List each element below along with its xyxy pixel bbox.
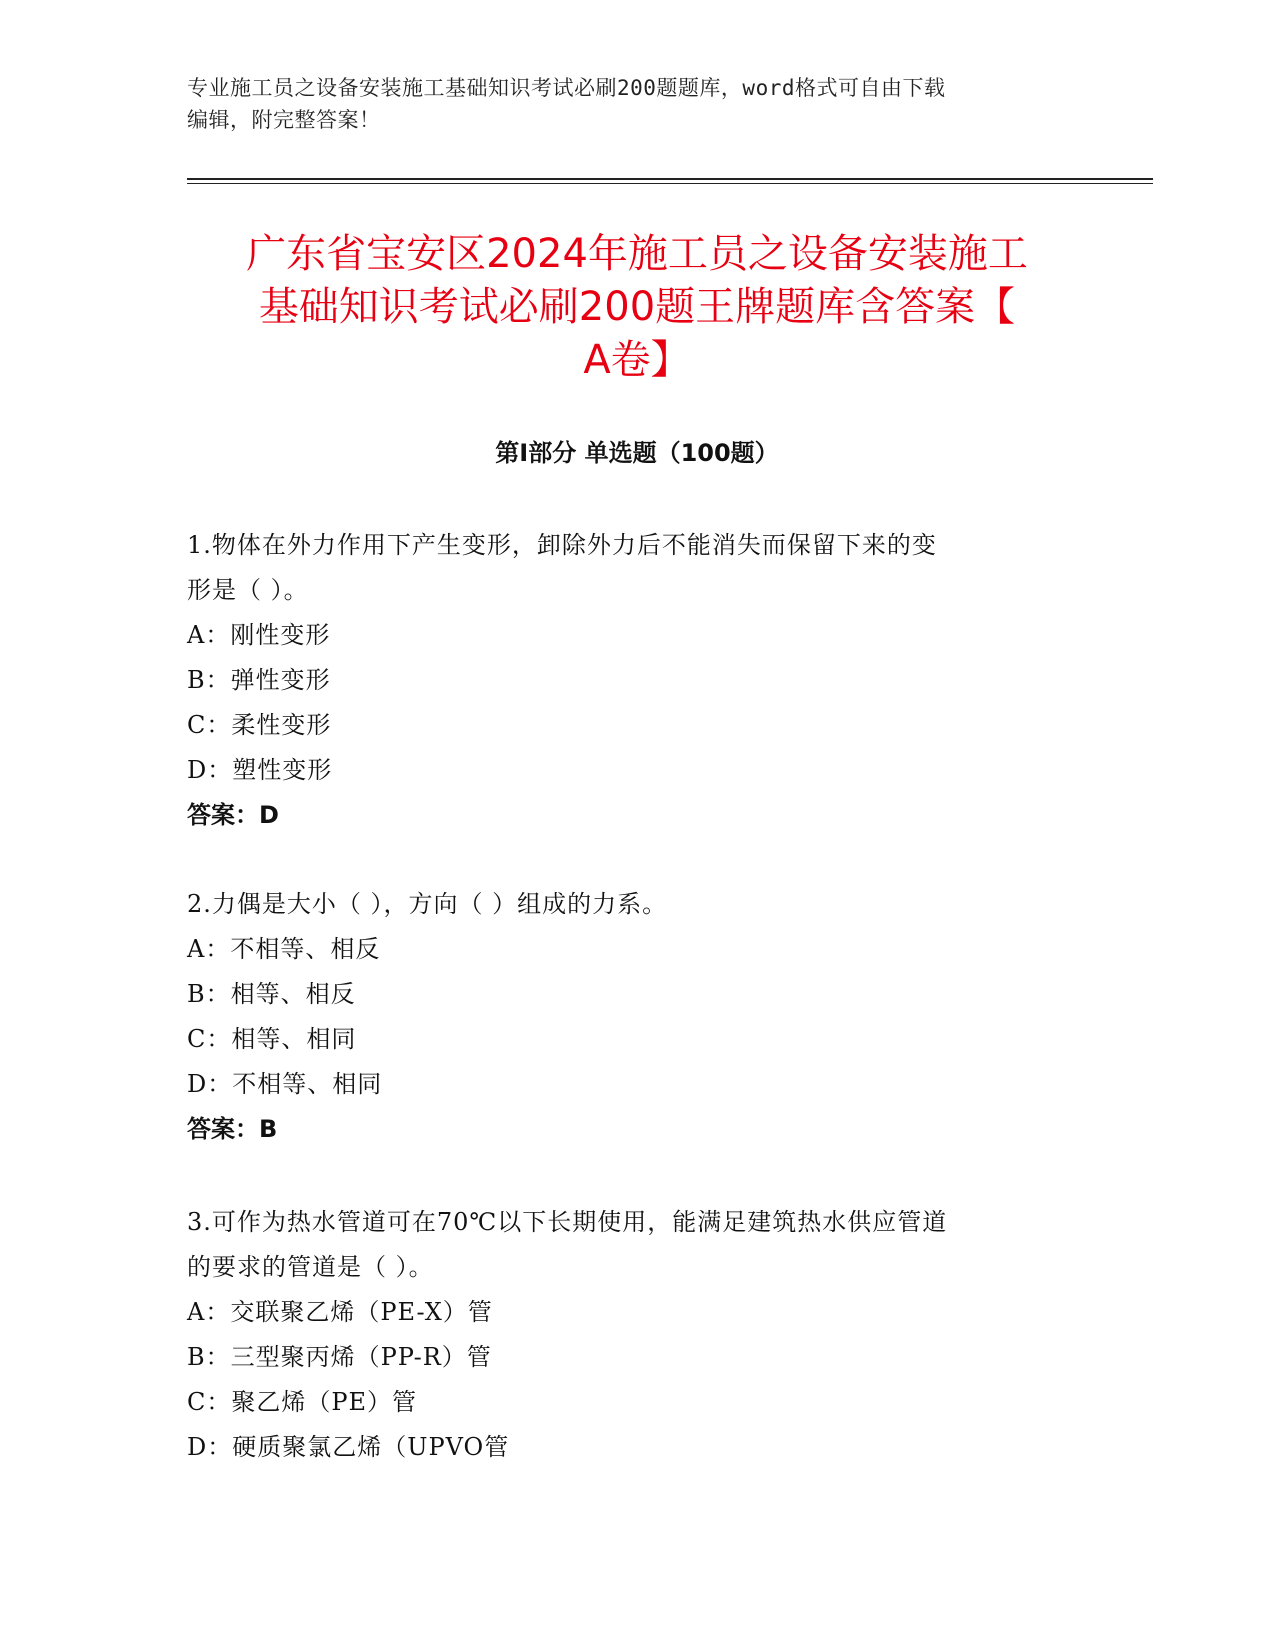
header-divider-thick	[187, 178, 1153, 180]
document-title-line-3: A卷】	[583, 337, 691, 383]
option-d: D：不相等、相同	[187, 1070, 383, 1098]
answer: 答案：B	[187, 1115, 278, 1143]
question-stem	[187, 523, 1067, 613]
option-b: B：弹性变形	[187, 666, 331, 694]
option-c: C：相等、相同	[187, 1025, 357, 1053]
question-1	[187, 523, 1067, 838]
question-3	[187, 1200, 1067, 1470]
option-b: B：相等、相反	[187, 980, 356, 1008]
question-stem-line-2: 的要求的管道是（ ）。	[187, 1253, 434, 1281]
document-title	[187, 228, 1087, 387]
header-note	[187, 72, 1087, 136]
option-a: A：不相等、相反	[187, 935, 381, 963]
document-title-line-1: 广东省宝安区2024年施工员之设备安装施工	[246, 231, 1028, 277]
question-stem-line-2: 形是（ ）。	[187, 576, 309, 604]
question-stem-line-1: 2.力偶是大小（ ），方向（ ）组成的力系。	[187, 890, 668, 918]
question-stem	[187, 1200, 1067, 1290]
question-stem-line-1: 1.物体在外力作用下产生变形，卸除外力后不能消失而保留下来的变	[187, 531, 937, 559]
option-b: B：三型聚丙烯（PP-R）管	[187, 1343, 492, 1371]
option-a: A：刚性变形	[187, 621, 331, 649]
option-c: C：柔性变形	[187, 711, 332, 739]
header-note-line-1: 专业施工员之设备安装施工基础知识考试必刷200题题库，word格式可自由下载	[187, 76, 946, 100]
option-d: D：硬质聚氯乙烯（UPVO管	[187, 1433, 510, 1461]
header-note-line-2: 编辑，附完整答案！	[187, 108, 381, 132]
answer: 答案：D	[187, 801, 279, 829]
option-d: D：塑性变形	[187, 756, 333, 784]
document-title-line-2: 基础知识考试必刷200题王牌题库含答案【	[258, 284, 1016, 330]
question-stem	[187, 882, 1067, 927]
question-2	[187, 882, 1067, 1152]
section-title: 第I部分 单选题（100题）	[495, 439, 779, 467]
header-divider-thin	[187, 183, 1153, 184]
option-c: C：聚乙烯（PE）管	[187, 1388, 418, 1416]
option-a: A：交联聚乙烯（PE-X）管	[187, 1298, 493, 1326]
question-stem-line-1: 3.可作为热水管道可在70℃以下长期使用，能满足建筑热水供应管道	[187, 1208, 948, 1236]
